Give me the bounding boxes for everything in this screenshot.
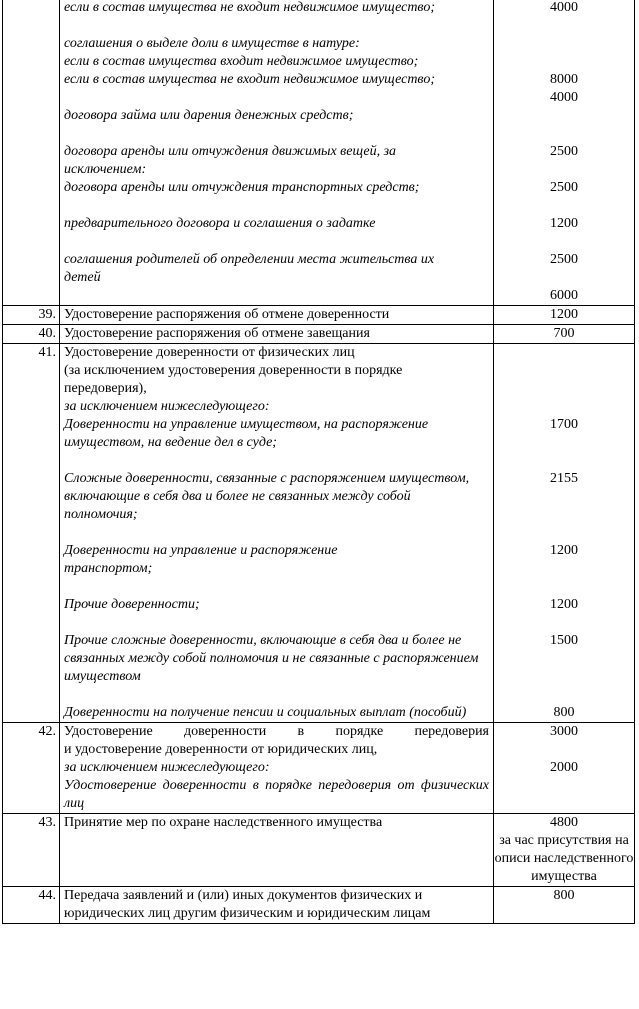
fee-value: 1200 [550, 543, 578, 558]
fee-value: 1200 [550, 216, 578, 231]
row-number-cell: 43. [3, 814, 60, 887]
row-title: Удостоверение доверенности от физических лиц [64, 345, 355, 360]
list-item: договора аренды или отчуждения транспортных средств; [64, 180, 420, 195]
table-row [3, 723, 635, 814]
list-item: Сложные доверенности, связанные с распоряжением имуществом, включающие в себя два и более не связанных между собой полномочия; [64, 471, 470, 522]
fee-value: 8000 [550, 72, 578, 87]
row-value-cell: 700 [494, 325, 635, 344]
row-value-cell: 1200 [494, 306, 635, 325]
list-item: если в состав имущества не входит недвижимое имущество; [64, 72, 435, 87]
row-description-cell: Удостоверение распоряжения об отмене завещания [60, 325, 494, 344]
table-row [3, 325, 635, 344]
row-description-cell [60, 344, 494, 723]
row-number-cell: 39. [3, 306, 60, 325]
list-item: Доверенности на управление имуществом, на распоряжение имуществом, на ведение дел в суде; [64, 417, 429, 450]
list-item: Прочие сложные доверенности, включающие в себя два и более не связанных между собой полномочия и не связанные с распоряжением имуществом [64, 633, 479, 684]
list-item: Доверенности на получение пенсии и социальных выплат (пособий) [64, 705, 467, 720]
fee-value: 2155 [550, 471, 578, 486]
list-item: если в состав имущества не входит недвижимое имущество; [64, 0, 435, 15]
row-value-cell [494, 814, 635, 887]
row-number-cell [3, 0, 60, 306]
list-item: предварительного договора и соглашения о задатке [64, 216, 376, 231]
row-title-continued: и удостоверение доверенности от юридических лиц, [64, 742, 378, 757]
table-row [3, 814, 635, 887]
row-number-cell: 40. [3, 325, 60, 344]
row-number-cell: 41. [3, 344, 60, 723]
table-row [3, 344, 635, 723]
row-number-cell: 44. [3, 887, 60, 924]
row-description-cell [60, 0, 494, 306]
table-row [3, 306, 635, 325]
fee-value: 4000 [550, 0, 578, 15]
row-title-note: (за исключением удостоверения доверенности в порядке передоверия), [64, 363, 403, 396]
exception-label: за исключением нижеследующего: [64, 760, 270, 775]
fee-value: 1700 [550, 417, 578, 432]
fee-value: 2500 [550, 180, 578, 195]
row-value-cell [494, 344, 635, 723]
row-number-cell: 42. [3, 723, 60, 814]
notary-fee-table [2, 0, 635, 924]
fee-value: 4800 [550, 815, 578, 830]
row-value-cell: 800 [494, 887, 635, 924]
row-title: Удостоверение доверенности в порядке передоверия [64, 724, 489, 739]
fee-value: 6000 [550, 288, 578, 303]
fee-value: 2500 [550, 144, 578, 159]
fee-value: 3000 [550, 724, 578, 739]
fee-value: 2500 [550, 252, 578, 267]
row-description-cell: Удостоверение распоряжения об отмене доверенности [60, 306, 494, 325]
list-item: соглашения о выделе доли в имуществе в натуре: [64, 36, 360, 51]
fee-value: 4000 [550, 90, 578, 105]
fee-value: 2000 [550, 760, 578, 775]
row-value-cell [494, 0, 635, 306]
table-row [3, 887, 635, 924]
row-description-cell [60, 723, 494, 814]
fee-value: 1200 [550, 597, 578, 612]
table-row-continuation [3, 0, 635, 306]
fee-value [494, 53, 634, 71]
fee-value-note: за час присутствия на описи наследственного имущества [494, 833, 634, 884]
list-item: договора займа или дарения денежных средств; [64, 108, 354, 123]
fee-value: 800 [553, 705, 575, 720]
row-description-cell: Принятие мер по охране наследственного имущества [60, 814, 494, 887]
list-item: Доверенности на управление и распоряжение транспортом; [64, 543, 338, 576]
list-item: Прочие доверенности; [64, 597, 200, 612]
row-value-cell [494, 723, 635, 814]
list-item: Удостоверение доверенности в порядке передоверия от физических лиц [64, 778, 489, 811]
list-item: соглашения родителей об определении места жительства их детей [64, 252, 435, 285]
exception-label: за исключением нижеследующего: [64, 399, 270, 414]
list-item: договора аренды или отчуждения движимых вещей, за исключением: [64, 144, 397, 177]
fee-value: 1500 [550, 633, 578, 648]
row-description-cell: Передача заявлений и (или) иных документов физических и юридических лиц другим физическим и юридическим лицам [60, 887, 494, 924]
list-item: если в состав имущества входит недвижимое имущество; [64, 54, 419, 69]
